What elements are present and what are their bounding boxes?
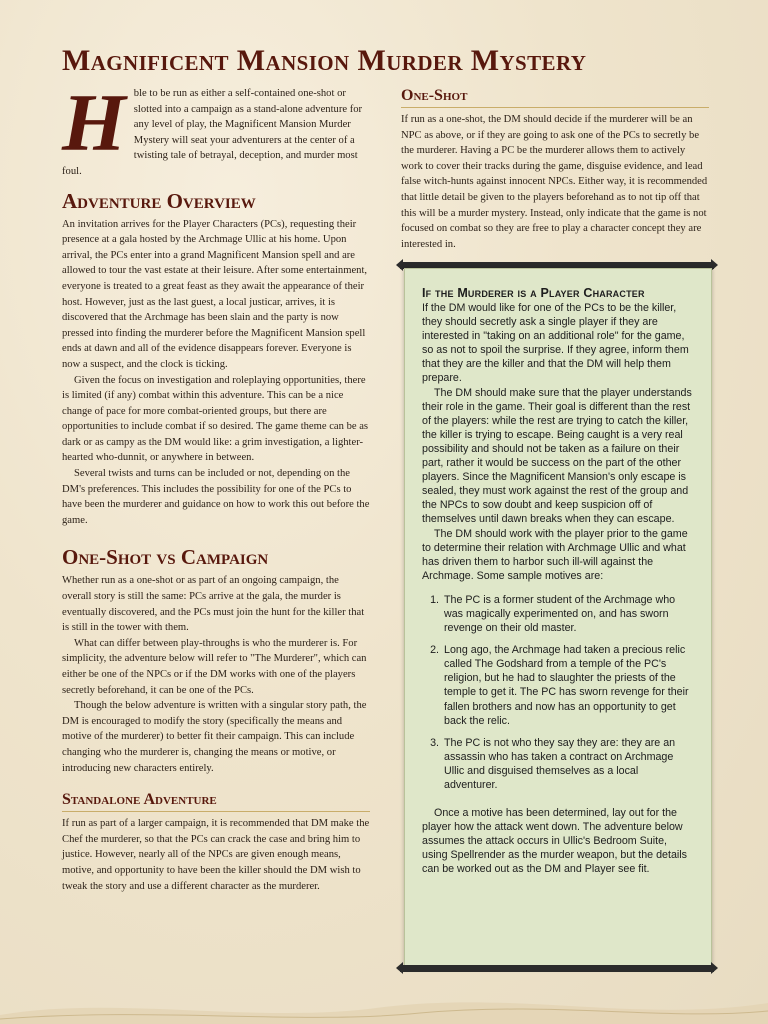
list-item: 1. The PC is a former student of the Archmage who was magically experimented on, and has sworn revenge on their old master. [442, 593, 694, 635]
oneshot-paragraph: If run as a one-shot, the DM should decide if the murderer will be an NPC as above, or if they are going to ask one of the PCs to secretly be the murderer. Having a PC be the murderer allows them to actively work to cover their tracks during the game, disguise evidence, and lead false witch-hunts against innocent NPCs. Either way, it is recommended that little detail be given to the players beforehand as to not tip off that this will be a murder mystery. Instead, only indicate that the game is not focused on combat so they are free to play a character concept they are interested in. [401, 114, 708, 250]
overview-heading: Adventure Overview [62, 188, 256, 213]
intro-text: ble to be run as either a self-contained one-shot or slotted into a campaign as a stand-alone adventure for any level of play, the Magnificent Mansion Murder Mystery will seat your adventurers at the center of a twisting tale of betrayal, deception, and murder most foul. [62, 88, 363, 177]
oneshot-heading: One-Shot [401, 86, 709, 108]
note-paragraph: If the DM would like for one of the PCs to be the killer, they should secretly ask a single player if they are interested in "taking on an additional role" for the game, so as not to spoil the surprise. If they agree, inform them that they are the killer and that the DM will help them prepare. [422, 302, 689, 385]
page-title: Magnificent Mansion Murder Mystery [62, 44, 587, 77]
overview-paragraph: Several twists and turns can be included or not, depending on the DM's preferences. This includes the possibility for one of the PCs to have been the murderer and guidance on how to work this out before the game. [62, 468, 370, 526]
note-bottom-border [400, 965, 714, 972]
oneshot-vs-paragraph: Whether run as a one-shot or as part of an ongoing campaign, the overall story is still the same: PCs arrive at the gala, the murder is eventually discovered, and the PCs must join the hunt for the killer that is still in the tower with them. [62, 575, 365, 634]
list-item: 2. Long ago, the Archmage had taken a precious relic called The Godshard from a temple of the PC's religion, but he had to slaughter the priests of the temple to get it. The PC has sworn revenge for their fallen brothers and now has an opportunity to get back the relic. [442, 643, 694, 728]
oneshot-vs-campaign-heading: One-Shot vs Campaign [62, 545, 269, 570]
note-heading: If the Murderer is a Player Character [422, 286, 645, 300]
note-paragraph: The DM should make sure that the player understands their role in the game. Their goal is different than the rest of the players: while the rest are trying to catch the killer, the killer is trying to escape. Being caught is a very real possibility and should not be taken as a failure on their part, rather it would be success on the part of the other players. Since the Magnificent Mansion's only escape is sealed, they must work against the rest of the group and the NPCs to sow doubt and keep suspicion off of themselves until dawn breaks when they can escape. [422, 386, 692, 526]
overview-paragraph: An invitation arrives for the Player Characters (PCs), requesting their presence at a gala hosted by the Archmage Ullic at his home. Upon arrival, the PCs enter into a grand Magnificent Mansion spell and are allowed to tour the vast estate at their leisure. After some entertainment, everyone is treated to a great feast as they await the appearance of their host. However, just as the last guest, a local justicar, arrives, it is discovered that the Archmage has been slain and the party is now pressed into finding the murderer before the Magnificent Mansion spell ends at dawn and all of the evidence disappears forever. Everyone is now a suspect, and the clock is ticking. [62, 218, 368, 370]
left-column [62, 77, 370, 894]
overview-paragraph: Given the focus on investigation and roleplaying opportunities, there is limited (if any) combat within this adventure. This can be a nice change of pace for more combat-oriented groups, but there are opportunities to include combat if so desired. The game theme can be as dark or as campy as the DM would like: a grim investigation, a lighter-hearted who-dunnit, or anywhere in between. [62, 374, 369, 464]
oneshot-vs-paragraph: What can differ between play-throughs is who the murderer is. For simplicity, the adventure below will refer to "The Murderer", which can either be one of the NPCs or if the DM works with one of the players secretly beforehand, it can be one of the PCs. [62, 637, 367, 696]
drop-cap: H [62, 77, 126, 168]
motives-list [422, 593, 694, 792]
standalone-paragraph: If run as part of a larger campaign, it is recommended that DM make the Chef the murderer, so that the PCs can crack the case and bring him to justice. However, nearly all of the NPCs are given enough means, motive, and opportunity to have been the killer should the DM wish to tweak the story and use a different character as the murderer. [62, 818, 370, 892]
right-column [401, 86, 709, 252]
list-item: 3. The PC is not who they say they are: they are an assassin who has taken a contract on Archmage Ullic and disguised themselves as a local adventurer. [442, 736, 694, 792]
oneshot-vs-paragraph: Though the below adventure is written with a singular story path, the DM is encouraged to modify the story (specifically the means and motive of the murderer) to better fit their campaign. This can include changing who the murderer is, changing the means or motive, or introducing new characters entirely. [62, 700, 367, 774]
standalone-heading: Standalone Adventure [62, 790, 370, 812]
note-paragraph: Once a motive has been determined, lay out for the player how the attack went down. The adventure below assumes the attack occurs in Ullic's Bedroom Suite, using Spellrender as the murder weapon, but the details can be worked out as the DM and Player see fit. [422, 807, 687, 876]
sidebar-note [404, 268, 712, 969]
footer-ornament [0, 985, 768, 1024]
intro-paragraph [62, 77, 370, 180]
note-paragraph: The DM should work with the player prior to the game to determine their relation with Archmage Ullic and what has driven them to harbor such ill-will against the Archmage. Some sample motives are: [422, 527, 688, 582]
